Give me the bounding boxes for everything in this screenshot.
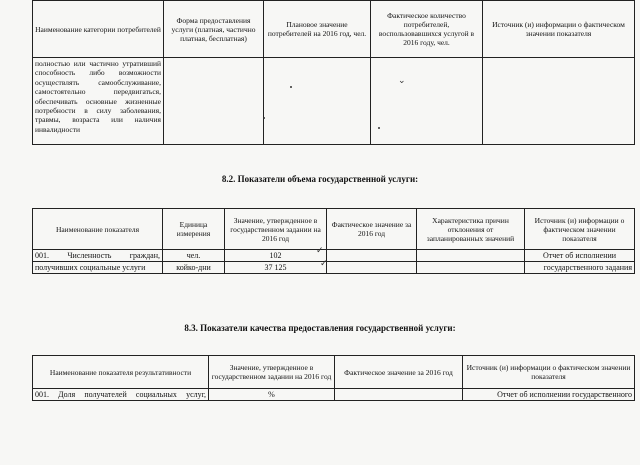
header-form: Форма предоставления услуги (платная, частично платная, бесплатная) — [164, 1, 264, 58]
indicator-name: 001. Численность граждан, — [33, 250, 163, 262]
unit-cell: койко-дни — [163, 262, 225, 274]
quality-indicators-table — [32, 355, 635, 401]
header-indicator-name: Наименование показателя результативности — [33, 356, 209, 389]
approved-value-cell: 37 125 — [225, 262, 327, 274]
header-source: Источник (и) информации о фактическом значении показателя — [525, 209, 635, 250]
header-actual-value: Фактическое значение за 2016 год — [327, 209, 417, 250]
header-approved-value: Значение, утвержденное в государственном задании на 2016 год — [225, 209, 327, 250]
header-deviation-reason: Характеристика причин отклонения от запланированных значений — [417, 209, 525, 250]
consumer-category-table — [32, 0, 635, 145]
scan-dot — [290, 86, 292, 88]
actual-value-cell — [327, 250, 417, 262]
approved-value-cell: % — [209, 389, 335, 401]
table-row — [33, 250, 635, 262]
scan-dot — [378, 127, 380, 129]
source-cell: государственного задания — [525, 262, 635, 274]
header-plan: Плановое значение потребителей на 2016 год, чел. — [264, 1, 371, 58]
handwritten-tick-icon: ⌄ — [398, 76, 406, 86]
deviation-reason-cell — [417, 262, 525, 274]
form-cell — [164, 58, 264, 145]
handwritten-check-icon: ✓ — [316, 246, 324, 256]
scan-dot — [263, 117, 265, 119]
handwritten-check-icon: ✓ — [320, 259, 328, 269]
source-cell — [483, 58, 635, 145]
section-title-quality: 8.3. Показатели качества предоставления государственной услуги: — [184, 323, 456, 333]
header-actual-value: Фактическое значение за 2016 год — [335, 356, 463, 389]
unit-cell: чел. — [163, 250, 225, 262]
category-description: полностью или частично утративший способность либо возможности осуществлять самообслуживание, самостоятельно передвигаться, обеспечивать основные жизненные потребности в силу заболевания, травмы, возраста или наличия инвалидности — [33, 58, 164, 145]
header-category: Наименование категории потребителей — [33, 1, 164, 58]
header-unit: Единица измерения — [163, 209, 225, 250]
header-approved-value: Значение, утвержденное в государственном задании на 2016 год — [209, 356, 335, 389]
header-indicator-name: Наименование показателя — [33, 209, 163, 250]
table-row — [33, 389, 635, 401]
section-title-volume: 8.2. Показатели объема государственной услуги: — [221, 174, 419, 184]
source-cell: Отчет об исполнении государственного — [463, 389, 635, 401]
volume-indicators-table — [32, 208, 635, 274]
actual-value-cell — [327, 262, 417, 274]
deviation-reason-cell — [417, 250, 525, 262]
table-header-row — [33, 1, 635, 58]
indicator-name: 001. Доля получателей социальных услуг, — [33, 389, 209, 401]
approved-value-cell: 102 — [225, 250, 327, 262]
header-source: Источник (и) информации о фактическом значении показателя — [483, 1, 635, 58]
indicator-name: получивших социальные услуги — [33, 262, 163, 274]
fact-cell — [371, 58, 483, 145]
table-row — [33, 262, 635, 274]
plan-cell — [264, 58, 371, 145]
table-header-row — [33, 356, 635, 389]
table-header-row — [33, 209, 635, 250]
source-cell: Отчет об исполнении — [525, 250, 635, 262]
header-fact: Фактическое количество потребителей, воспользовавшихся услугой в 2016 году, чел. — [371, 1, 483, 58]
table-row — [33, 58, 635, 145]
actual-value-cell — [335, 389, 463, 401]
header-source: Источник (и) информации о фактическом значении показателя — [463, 356, 635, 389]
